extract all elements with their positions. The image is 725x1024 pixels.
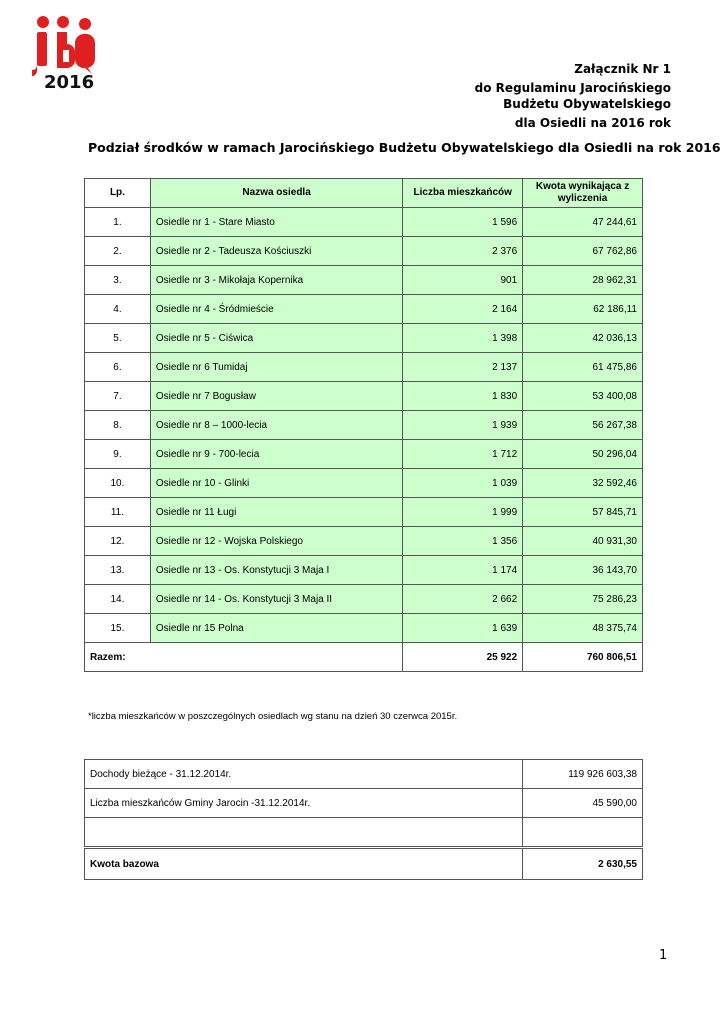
row-name: Osiedle nr 1 - Stare Miasto [150,208,402,237]
table-row [85,237,643,266]
row-lp: 15. [85,614,151,643]
row-name: Osiedle nr 7 Bogusław [150,382,402,411]
row-name: Osiedle nr 14 - Os. Konstytucji 3 Maja II [150,585,402,614]
row-name: Osiedle nr 13 - Os. Konstytucji 3 Maja I [150,556,402,585]
table-row [85,498,643,527]
row-residents: 1 174 [403,556,523,585]
row-lp: 13. [85,556,151,585]
row-residents: 1 039 [403,469,523,498]
total-amount: 760 806,51 [523,643,643,672]
header-amount: Kwota wynikająca z wyliczenia [523,179,643,208]
row-lp: 11. [85,498,151,527]
row-amount: 75 286,23 [523,585,643,614]
page-number: 1 [659,948,668,963]
summary-label: Dochody bieżące - 31.12.2014r. [85,760,523,789]
row-lp: 3. [85,266,151,295]
header-lp: Lp. [85,179,151,208]
row-amount: 32 592,46 [523,469,643,498]
row-residents: 1 398 [403,324,523,353]
row-name: Osiedle nr 4 - Śródmieście [150,295,402,324]
page-title: Podział środków w ramach Jarocińskiego Budżetu Obywatelskiego dla Osiedli na rok 2016 [88,140,721,155]
base-label: Kwota bazowa [85,848,523,880]
row-amount: 56 267,38 [523,411,643,440]
row-name: Osiedle nr 6 Tumidaj [150,353,402,382]
table-row [85,353,643,382]
row-amount: 47 244,61 [523,208,643,237]
table-row [85,614,643,643]
row-name: Osiedle nr 15 Polna [150,614,402,643]
row-name: Osiedle nr 11 Ługi [150,498,402,527]
total-row [85,643,643,672]
summary-empty-row [85,818,643,848]
row-lp: 1. [85,208,151,237]
row-residents: 2 137 [403,353,523,382]
header-line: Budżetu Obywatelskiego [503,97,671,111]
row-amount: 36 143,70 [523,556,643,585]
row-lp: 4. [85,295,151,324]
row-amount: 57 845,71 [523,498,643,527]
row-name: Osiedle nr 9 - 700-lecia [150,440,402,469]
row-residents: 2 662 [403,585,523,614]
header-name: Nazwa osiedla [150,179,402,208]
header-line: do Regulaminu Jarocińskiego [474,81,671,95]
row-residents: 1 939 [403,411,523,440]
row-amount: 53 400,08 [523,382,643,411]
row-amount: 42 036,13 [523,324,643,353]
allocation-table [84,178,643,672]
row-residents: 2 164 [403,295,523,324]
summary-table [84,759,643,880]
summary-value: 119 926 603,38 [523,760,643,789]
row-amount: 62 186,11 [523,295,643,324]
row-lp: 7. [85,382,151,411]
table-header-row [85,179,643,208]
row-amount: 40 931,30 [523,527,643,556]
row-lp: 8. [85,411,151,440]
table-row [85,382,643,411]
header-line: dla Osiedli na 2016 rok [514,116,671,130]
summary-label: Liczba mieszkańców Gminy Jarocin -31.12.2014r. [85,789,523,818]
row-residents: 1 712 [403,440,523,469]
row-amount: 48 375,74 [523,614,643,643]
row-residents: 1 999 [403,498,523,527]
row-lp: 12. [85,527,151,556]
table-row [85,585,643,614]
row-lp: 9. [85,440,151,469]
table-row [85,469,643,498]
table-row [85,556,643,585]
jbo-2016-logo [30,12,100,92]
row-lp: 14. [85,585,151,614]
total-label: Razem: [85,643,403,672]
summary-row [85,760,643,789]
table-row [85,295,643,324]
row-residents: 2 376 [403,237,523,266]
svg-text:2016: 2016 [44,72,95,92]
row-amount: 67 762,86 [523,237,643,266]
row-name: Osiedle nr 3 - Mikołaja Kopernika [150,266,402,295]
base-value: 2 630,55 [523,848,643,880]
row-amount: 61 475,86 [523,353,643,382]
row-lp: 6. [85,353,151,382]
table-row [85,324,643,353]
table-row [85,440,643,469]
row-residents: 1 596 [403,208,523,237]
row-residents: 1 830 [403,382,523,411]
row-residents: 1 639 [403,614,523,643]
header-line: Załącznik Nr 1 [574,62,671,76]
row-residents: 901 [403,266,523,295]
total-residents: 25 922 [403,643,523,672]
row-name: Osiedle nr 10 - Glinki [150,469,402,498]
base-amount-row [85,848,643,880]
row-name: Osiedle nr 5 - Ciświca [150,324,402,353]
table-row [85,411,643,440]
row-name: Osiedle nr 2 - Tadeusza Kościuszki [150,237,402,266]
row-residents: 1 356 [403,527,523,556]
row-lp: 5. [85,324,151,353]
header-residents: Liczba mieszkańców [403,179,523,208]
table-row [85,527,643,556]
summary-value: 45 590,00 [523,789,643,818]
table-row [85,208,643,237]
table-row [85,266,643,295]
row-name: Osiedle nr 8 – 1000-lecia [150,411,402,440]
row-name: Osiedle nr 12 - Wojska Polskiego [150,527,402,556]
row-amount: 50 296,04 [523,440,643,469]
summary-row [85,789,643,818]
row-amount: 28 962,31 [523,266,643,295]
row-lp: 2. [85,237,151,266]
footnote: *liczba mieszkańców w poszczególnych osiedlach wg stanu na dzień 30 czerwca 2015r. [88,711,458,722]
row-lp: 10. [85,469,151,498]
